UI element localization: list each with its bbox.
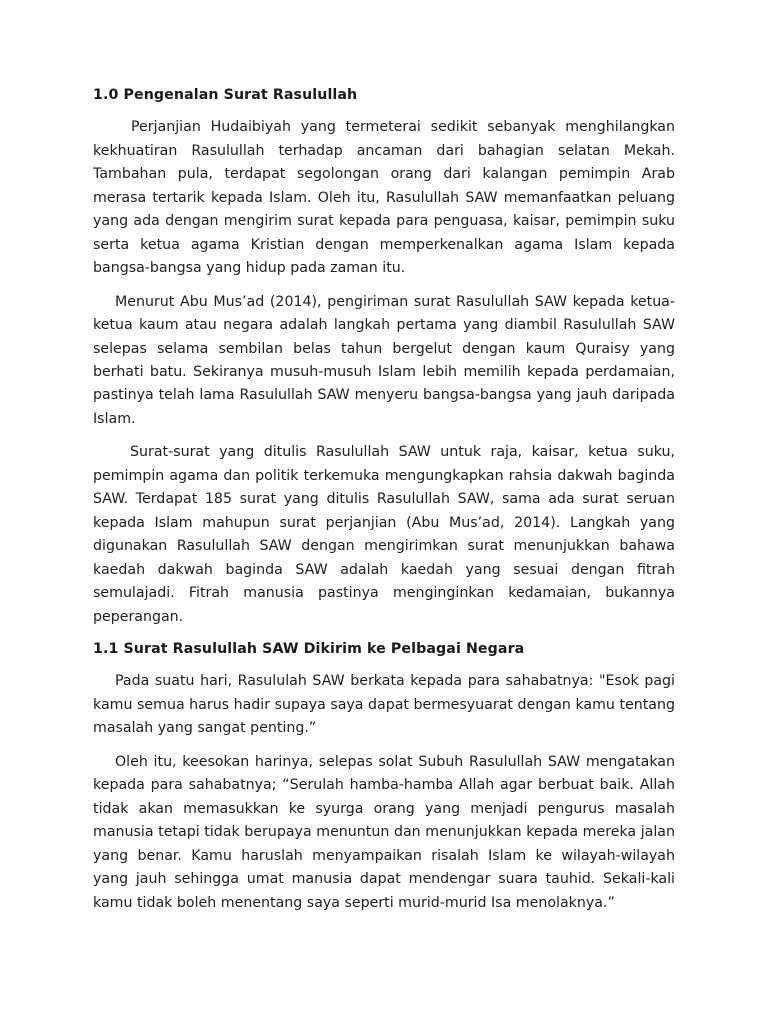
section-heading-2: 1.1 Surat Rasulullah SAW Dikirim ke Pelbagai Negara [93,640,525,657]
paragraph-5: Oleh itu, keesokan harinya, selepas solat Subuh Rasulullah SAW mengatakan kepada para sahabatnya; “Serulah hamba-hamba Allah agar berbuat baik. Allah tidak akan memasukkan ke syurga orang yang menjadi pengurus masalah manusia tetapi tidak berupaya menuntun dan menunjukkan kepada mereka jalan yang benar. Kamu haruslah menyampaikan risalah Islam ke wilayah-wilayah yang jauh sehingga umat manusia dapat mendengar suara tauhid. Sekali-kali kamu tidak boleh menentang saya seperti murid-murid Isa menolaknya.” [93,753,675,911]
paragraph-4: Pada suatu hari, Rasululah SAW berkata kepada para sahabatnya: "Esok pagi kamu semua harus hadir supaya saya dapat bermesyuarat dengan kamu tentang masalah yang sangat penting.” [93,673,675,737]
paragraph-2: Menurut Abu Mus’ad (2014), pengiriman surat Rasulullah SAW kepada ketua-ketua kaum atau negara adalah langkah pertama yang diambil Rasulullah SAW selepas selama sembilan belas tahun bergelut dengan kaum Quraisy yang berhati batu. Sekiranya musuh-musuh Islam lebih memilih kepada perdamaian, pastinya telah lama Rasulullah SAW menyeru bangsa-bangsa yang jauh daripada Islam. [93,293,675,427]
paragraph-3: Surat-surat yang ditulis Rasulullah SAW untuk raja, kaisar, ketua suku, pemimpin agama dan politik terkemuka mengungkapkan rahsia dakwah baginda SAW. Terdapat 185 surat yang ditulis Rasulullah SAW, sama ada surat seruan kepada Islam mahupun surat perjanjian (Abu Mus’ad, 2014). Langkah yang digunakan Rasulullah SAW dengan mengirimkan surat menunjukkan bahawa kaedah dakwah baginda SAW adalah kaedah yang sesuai dengan fitrah semulajadi. Fitrah manusia pastinya menginginkan kedamaian, bukannya peperangan. [93,444,675,625]
section-heading-1: 1.0 Pengenalan Surat Rasulullah [93,87,358,103]
paragraph-1: Perjanjian Hudaibiyah yang termeterai sedikit sebanyak menghilangkan kekhuatiran Rasulullah terhadap ancaman dari bahagian selatan Mekah. Tambahan pula, terdapat segolongan orang dari kalangan pemimpin Arab merasa tertarik kepada Islam. Oleh itu, Rasulullah SAW memanfaatkan peluang yang ada dengan mengirim surat kepada para penguasa, kaisar, pemimpin suku serta ketua agama Kristian dengan memperkenalkan agama Islam kepada bangsa-bangsa yang hidup pada zaman itu. [93,119,675,277]
document-page [93,84,675,925]
